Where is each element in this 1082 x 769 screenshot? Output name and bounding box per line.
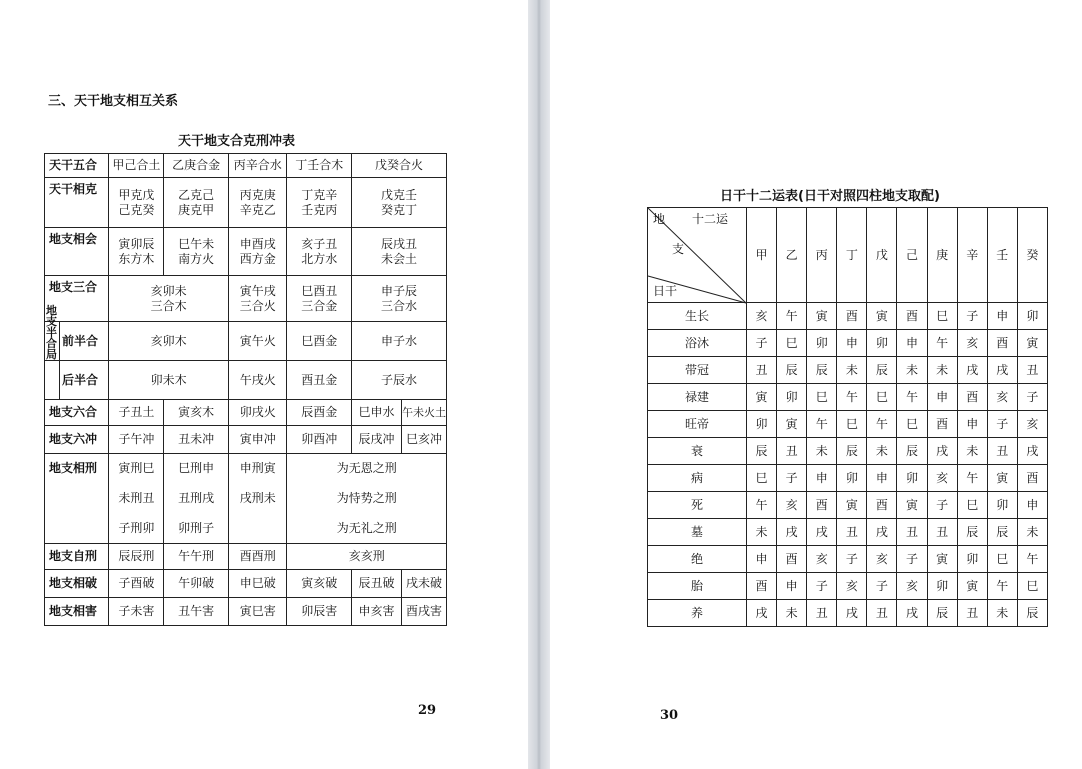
table-cell: 未	[777, 600, 807, 627]
table-cell: 巳	[957, 492, 987, 519]
table-cell: 寅	[987, 465, 1017, 492]
table-cell: 未	[927, 357, 957, 384]
table-cell	[352, 276, 447, 322]
table-cell: 亥	[747, 303, 777, 330]
table-cell: 卯	[747, 411, 777, 438]
table-row	[648, 411, 1048, 438]
table-cell: 丑	[987, 438, 1017, 465]
table-cell: 辰	[987, 519, 1017, 546]
stem-header: 戊	[867, 208, 897, 303]
table-cell: 亥	[897, 573, 927, 600]
table-cell: 巳申水	[352, 400, 402, 426]
table-row	[45, 276, 447, 322]
cell-line: 三合水	[380, 298, 417, 313]
stage-label: 带冠	[648, 357, 747, 384]
table-row	[648, 546, 1048, 573]
cell-line: 寅卯辰	[118, 236, 155, 251]
relation-table	[44, 153, 447, 626]
table-cell: 巳	[927, 303, 957, 330]
table-cell: 未	[867, 438, 897, 465]
table-cell: 辰	[747, 438, 777, 465]
table-cell: 申	[897, 330, 927, 357]
table-cell	[287, 276, 352, 322]
table-cell: 卯	[1017, 303, 1047, 330]
table-row	[45, 228, 447, 276]
table-row	[45, 544, 447, 570]
cell-line: 甲克戊	[118, 187, 155, 202]
table-cell: 巳	[807, 384, 837, 411]
table-cell	[109, 178, 164, 228]
table-row	[45, 178, 447, 228]
cell-line: 辛克乙	[239, 202, 276, 217]
table-cell: 丑	[867, 600, 897, 627]
table-cell: 未	[987, 600, 1017, 627]
table-cell	[228, 228, 287, 276]
table-cell: 丑	[1017, 357, 1047, 384]
row-label: 地支相刑	[45, 454, 109, 544]
table-cell: 卯	[987, 492, 1017, 519]
table-cell: 亥	[957, 330, 987, 357]
table-cell: 午戌火	[228, 361, 287, 400]
table-cell: 巳酉金	[287, 322, 352, 361]
cell-line: 己克癸	[118, 202, 155, 217]
page-number: 29	[418, 703, 437, 718]
table-cell: 未刑丑	[109, 484, 164, 514]
table-cell	[109, 276, 229, 322]
table-cell: 戌	[897, 600, 927, 627]
table-row	[45, 400, 447, 426]
table-cell: 辰	[927, 600, 957, 627]
table-cell: 辰	[777, 357, 807, 384]
table-cell: 戌	[1017, 438, 1047, 465]
table-cell: 午午刑	[164, 544, 229, 570]
row-label: 天干五合	[45, 154, 109, 178]
stage-label: 病	[648, 465, 747, 492]
cell-line: 巳午未	[178, 236, 215, 251]
cell-line: 辰戌丑	[380, 236, 417, 251]
table-cell: 申亥害	[352, 598, 402, 626]
table-cell: 子辰水	[352, 361, 447, 400]
stage-label: 墓	[648, 519, 747, 546]
table-cell	[164, 228, 229, 276]
row-label: 前半合	[62, 333, 99, 348]
table-cell: 丙辛合水	[228, 154, 287, 178]
table-row	[45, 598, 447, 626]
cell-line: 丁克辛	[301, 187, 338, 202]
stem-header: 辛	[957, 208, 987, 303]
corner-label-bottom-left: 日干	[653, 284, 678, 298]
table-cell: 卯	[777, 384, 807, 411]
table-cell: 子刑卯	[109, 514, 164, 544]
table-cell: 戌	[747, 600, 777, 627]
corner-label-top-right: 十二运	[692, 212, 729, 226]
table-cell	[109, 228, 164, 276]
table-cell: 申	[807, 465, 837, 492]
banhe-group-bottom	[45, 361, 60, 399]
row-label: 地支相破	[45, 570, 109, 598]
table-cell: 申巳破	[228, 570, 287, 598]
table-cell: 丁壬合木	[287, 154, 352, 178]
relation-table-title: 天干地支合克刑冲表	[178, 134, 296, 149]
table-cell: 午	[747, 492, 777, 519]
cell-line: 西方金	[239, 251, 276, 266]
table-cell: 未	[1017, 519, 1047, 546]
table-cell: 午	[927, 330, 957, 357]
table-cell: 卯	[927, 573, 957, 600]
table-cell: 子	[927, 492, 957, 519]
table-cell: 酉	[747, 573, 777, 600]
table-cell: 午	[777, 303, 807, 330]
table-cell: 戌	[987, 357, 1017, 384]
row-label: 地支六合	[45, 400, 109, 426]
corner-label-left-mid: 支	[672, 242, 685, 256]
table-cell: 丑午害	[164, 598, 229, 626]
row-label: 天干相克	[45, 178, 109, 228]
table-cell: 子	[897, 546, 927, 573]
stem-header: 甲	[747, 208, 777, 303]
table-cell: 寅亥木	[164, 400, 229, 426]
table-cell: 辰	[897, 438, 927, 465]
header-row	[648, 208, 1048, 303]
table-cell: 戊癸合火	[352, 154, 447, 178]
table-cell: 亥	[777, 492, 807, 519]
table-cell: 午卯破	[164, 570, 229, 598]
table-cell: 寅	[807, 303, 837, 330]
table-cell: 巳	[987, 546, 1017, 573]
table-cell: 午	[807, 411, 837, 438]
table-cell	[228, 514, 287, 544]
table-cell: 巳	[867, 384, 897, 411]
table-cell: 卯刑子	[164, 514, 229, 544]
table-cell: 亥	[867, 546, 897, 573]
table-cell: 子	[1017, 384, 1047, 411]
table-cell: 卯未木	[109, 361, 229, 400]
corner-label-left-top: 地	[653, 212, 666, 226]
table-cell: 子	[987, 411, 1017, 438]
row-label: 地支相会	[45, 228, 109, 276]
table-cell: 子	[807, 573, 837, 600]
table-cell	[352, 228, 447, 276]
table-cell: 未	[837, 357, 867, 384]
stem-header: 庚	[927, 208, 957, 303]
table-cell: 戌	[867, 519, 897, 546]
table-cell: 寅	[1017, 330, 1047, 357]
table-cell: 午	[897, 384, 927, 411]
table-cell: 酉	[1017, 465, 1047, 492]
table-cell: 子	[777, 465, 807, 492]
table-cell: 丑	[777, 438, 807, 465]
table-cell: 卯	[957, 546, 987, 573]
table-cell: 亥	[987, 384, 1017, 411]
table-row	[45, 570, 447, 598]
table-row	[648, 600, 1048, 627]
stem-header: 己	[897, 208, 927, 303]
table-cell: 申	[867, 465, 897, 492]
table-cell: 子未害	[109, 598, 164, 626]
table-cell: 亥	[837, 573, 867, 600]
stage-label: 生长	[648, 303, 747, 330]
stage-label: 绝	[648, 546, 747, 573]
table-cell: 辰	[1017, 600, 1047, 627]
table-cell: 戌	[807, 519, 837, 546]
table-cell: 辰辰刑	[109, 544, 164, 570]
table-cell: 乙庚合金	[164, 154, 229, 178]
table-cell: 为无恩之刑	[287, 454, 447, 484]
cell-line: 未会土	[380, 251, 417, 266]
table-cell: 午未火土	[401, 400, 446, 426]
table-cell: 卯	[807, 330, 837, 357]
table-cell: 寅亥破	[287, 570, 352, 598]
table-row	[45, 426, 447, 454]
table-cell: 申	[777, 573, 807, 600]
table-cell: 申	[927, 384, 957, 411]
cell-line: 申酉戌	[239, 236, 276, 251]
table-cell: 亥卯木	[109, 322, 229, 361]
table-cell: 丑	[957, 600, 987, 627]
cell-line: 壬克丙	[301, 202, 338, 217]
table-cell: 巳	[837, 411, 867, 438]
twelve-stages-body	[648, 303, 1048, 627]
table-cell: 酉	[867, 492, 897, 519]
table-row	[648, 384, 1048, 411]
table-cell: 卯酉冲	[287, 426, 352, 454]
table-cell: 卯	[837, 465, 867, 492]
table-cell	[164, 178, 229, 228]
table-cell: 巳	[747, 465, 777, 492]
stage-label: 禄建	[648, 384, 747, 411]
table-cell: 子	[747, 330, 777, 357]
banhe-cell	[45, 304, 109, 361]
table-cell: 寅	[777, 411, 807, 438]
table-cell: 酉丑金	[287, 361, 352, 400]
cell-line: 三合金	[301, 298, 338, 313]
row-label: 地支六冲	[45, 426, 109, 454]
table-cell: 卯辰害	[287, 598, 352, 626]
left-page	[0, 0, 528, 769]
table-cell: 子	[837, 546, 867, 573]
row-label: 后半合	[62, 372, 99, 387]
row-label: 地支相害	[45, 598, 109, 626]
table-cell: 子午冲	[109, 426, 164, 454]
table-cell: 寅巳害	[228, 598, 287, 626]
table-cell: 辰丑破	[352, 570, 402, 598]
table-cell: 戌	[957, 357, 987, 384]
table-cell: 为无礼之刑	[287, 514, 447, 544]
table-cell: 寅	[957, 573, 987, 600]
table-cell: 申	[1017, 492, 1047, 519]
cell-line: 三合木	[150, 298, 187, 313]
cell-line: 申子辰	[380, 283, 417, 298]
table-cell: 戌未破	[401, 570, 446, 598]
table-cell: 酉	[807, 492, 837, 519]
table-cell: 卯戌火	[228, 400, 287, 426]
table-cell: 戌	[777, 519, 807, 546]
table-row	[45, 154, 447, 178]
table-cell: 申刑寅	[228, 454, 287, 484]
table-cell: 申	[957, 411, 987, 438]
cell-line: 寅午戌	[239, 283, 276, 298]
table-cell: 卯	[897, 465, 927, 492]
cell-line: 南方火	[178, 251, 215, 266]
table-cell: 午	[957, 465, 987, 492]
table-cell: 午	[837, 384, 867, 411]
table-cell: 申子水	[352, 322, 447, 361]
table-cell: 寅刑巳	[109, 454, 164, 484]
cell-line: 庚克甲	[178, 202, 215, 217]
table-cell: 戌刑未	[228, 484, 287, 514]
table-cell: 午	[987, 573, 1017, 600]
page-number: 30	[660, 708, 679, 723]
cell-line: 亥子丑	[301, 236, 338, 251]
table-cell: 丑刑戌	[164, 484, 229, 514]
cell-line: 丙克庚	[239, 187, 276, 202]
cell-line: 巳酉丑	[301, 283, 338, 298]
table-row	[648, 465, 1048, 492]
table-cell: 申	[987, 303, 1017, 330]
cell-line: 东方木	[118, 251, 155, 266]
table-cell: 寅	[747, 384, 777, 411]
table-cell: 丑	[807, 600, 837, 627]
stage-label: 浴沐	[648, 330, 747, 357]
stage-label: 衰	[648, 438, 747, 465]
table-cell: 子丑土	[109, 400, 164, 426]
table-cell: 丑	[747, 357, 777, 384]
table-cell: 辰	[837, 438, 867, 465]
cell-line: 亥卯未	[150, 283, 187, 298]
table-cell: 巳	[897, 411, 927, 438]
table-cell: 子酉破	[109, 570, 164, 598]
table-cell: 辰	[867, 357, 897, 384]
twelve-stages-table	[647, 207, 1048, 627]
cell-line: 北方水	[301, 251, 338, 266]
table-cell: 酉	[777, 546, 807, 573]
table-cell: 未	[897, 357, 927, 384]
cell-line: 癸克丁	[380, 202, 417, 217]
table-row	[648, 492, 1048, 519]
table-cell: 寅	[837, 492, 867, 519]
twelve-stages-table-title: 日干十二运表(日干对照四柱地支取配)	[720, 189, 940, 204]
table-cell	[228, 178, 287, 228]
stem-header: 丙	[807, 208, 837, 303]
table-cell: 亥	[927, 465, 957, 492]
table-cell: 巳	[777, 330, 807, 357]
table-cell: 丑	[837, 519, 867, 546]
table-cell: 未	[807, 438, 837, 465]
page-gutter	[528, 0, 550, 769]
table-cell: 丑	[927, 519, 957, 546]
table-cell: 子	[867, 573, 897, 600]
banhe-cell	[45, 361, 109, 400]
table-cell: 午	[1017, 546, 1047, 573]
stage-label: 养	[648, 600, 747, 627]
table-cell: 亥	[807, 546, 837, 573]
table-cell: 亥	[1017, 411, 1047, 438]
banhe-group-label: 地支半合局	[46, 304, 57, 361]
stem-header: 壬	[987, 208, 1017, 303]
table-cell: 未	[957, 438, 987, 465]
table-cell: 戌	[837, 600, 867, 627]
stage-label: 死	[648, 492, 747, 519]
table-cell: 午	[867, 411, 897, 438]
table-cell: 巳刑申	[164, 454, 229, 484]
table-cell	[287, 228, 352, 276]
stage-label: 胎	[648, 573, 747, 600]
table-cell: 寅午火	[228, 322, 287, 361]
stage-label: 旺帝	[648, 411, 747, 438]
table-row	[648, 573, 1048, 600]
table-row	[648, 303, 1048, 330]
table-cell: 甲己合土	[109, 154, 164, 178]
table-cell: 酉酉刑	[228, 544, 287, 570]
table-row	[648, 438, 1048, 465]
table-cell: 亥亥刑	[287, 544, 447, 570]
table-cell: 丑	[897, 519, 927, 546]
table-cell: 丑未冲	[164, 426, 229, 454]
table-cell: 巳	[1017, 573, 1047, 600]
table-cell: 辰酉金	[287, 400, 352, 426]
table-cell: 酉	[927, 411, 957, 438]
row-label: 地支三合	[45, 276, 109, 322]
table-cell: 酉戌害	[401, 598, 446, 626]
table-cell: 辰戌冲	[352, 426, 402, 454]
table-cell: 酉	[837, 303, 867, 330]
table-cell: 酉	[987, 330, 1017, 357]
banhe-group-top	[45, 304, 60, 361]
table-cell: 子	[957, 303, 987, 330]
table-cell: 酉	[897, 303, 927, 330]
table-cell: 辰	[957, 519, 987, 546]
row-label: 地支自刑	[45, 544, 109, 570]
stem-header: 丁	[837, 208, 867, 303]
stem-header: 癸	[1017, 208, 1047, 303]
header-corner	[648, 208, 747, 303]
cell-line: 三合火	[239, 298, 276, 313]
table-cell	[228, 276, 287, 322]
table-row	[648, 330, 1048, 357]
table-cell	[352, 178, 447, 228]
table-cell: 寅	[867, 303, 897, 330]
table-cell: 戌	[927, 438, 957, 465]
table-row	[648, 357, 1048, 384]
table-cell: 申	[747, 546, 777, 573]
table-cell: 寅	[927, 546, 957, 573]
table-cell: 为恃势之刑	[287, 484, 447, 514]
table-cell: 未	[747, 519, 777, 546]
table-cell: 酉	[957, 384, 987, 411]
stem-header: 乙	[777, 208, 807, 303]
table-cell	[287, 178, 352, 228]
table-cell: 寅申冲	[228, 426, 287, 454]
cell-line: 乙克己	[178, 187, 215, 202]
cell-line: 戊克壬	[380, 187, 417, 202]
table-row	[45, 454, 447, 484]
section-heading: 三、天干地支相互关系	[48, 94, 179, 109]
table-row	[648, 519, 1048, 546]
table-cell: 申	[837, 330, 867, 357]
table-cell: 卯	[867, 330, 897, 357]
table-row	[45, 322, 447, 361]
table-cell: 辰	[807, 357, 837, 384]
table-cell: 巳亥冲	[401, 426, 446, 454]
table-cell: 寅	[897, 492, 927, 519]
table-row	[45, 361, 447, 400]
